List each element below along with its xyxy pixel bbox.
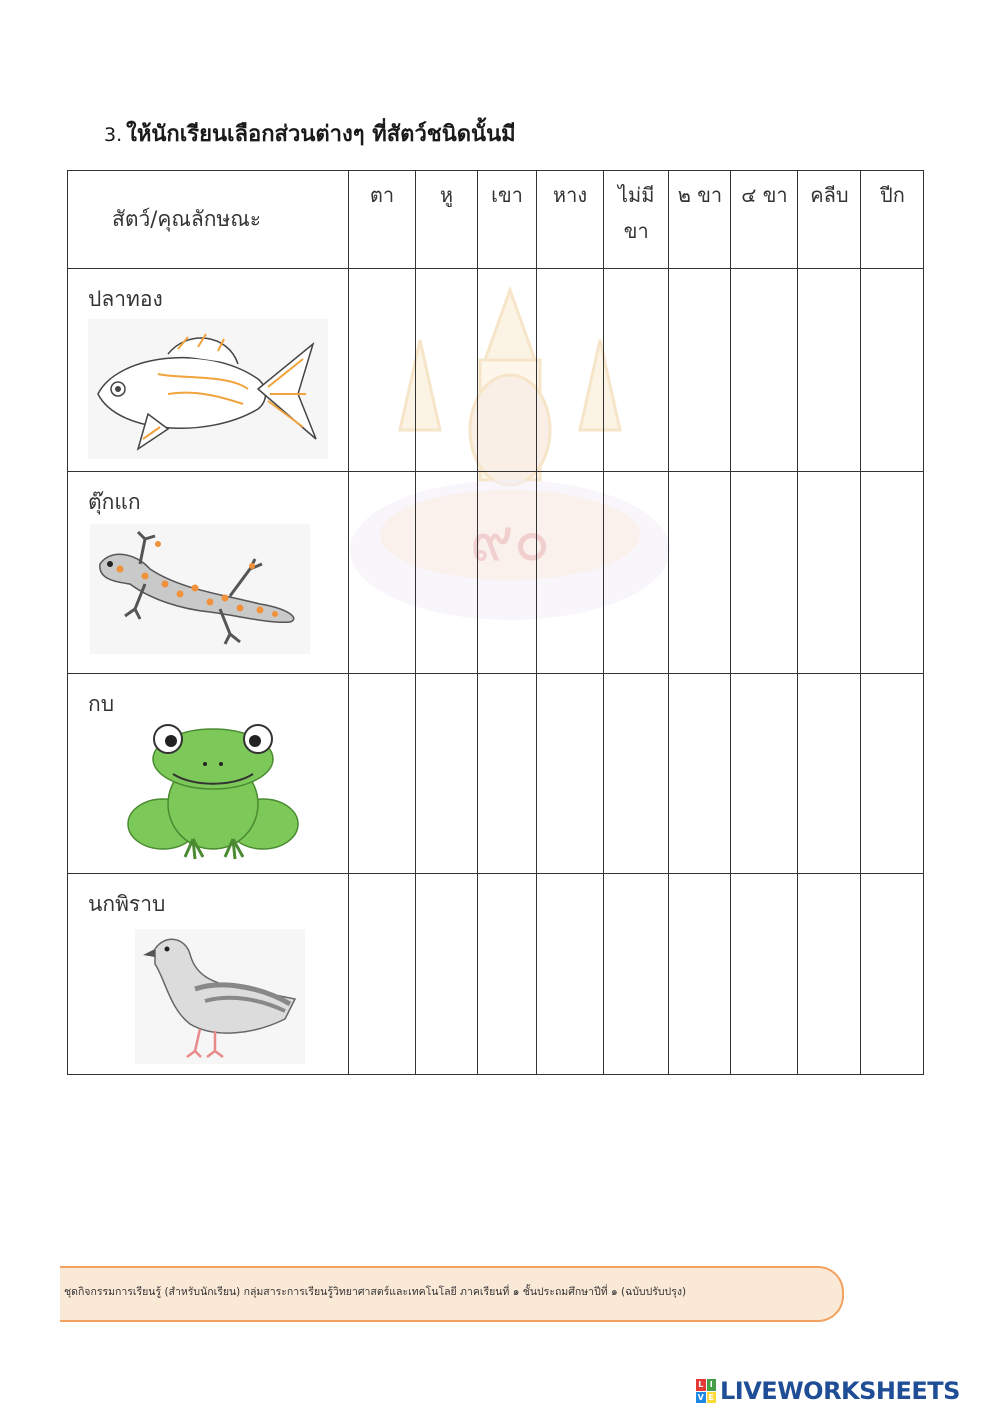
liveworksheets-wordmark: LIVEWORKSHEETS — [720, 1377, 960, 1405]
header-row — [68, 171, 924, 269]
col-header-horn: เขา — [478, 171, 537, 269]
pigeon-icon — [135, 929, 305, 1064]
answer-cell-goldfish-horn[interactable] — [478, 269, 537, 472]
answer-cell-goldfish-no-legs[interactable] — [604, 269, 669, 472]
answer-cell-gecko-no-legs[interactable] — [604, 472, 669, 674]
answer-cell-pigeon-no-legs[interactable] — [604, 874, 669, 1075]
answer-cell-gecko-four-legs[interactable] — [731, 472, 798, 674]
answer-cell-pigeon-eye[interactable] — [349, 874, 416, 1075]
liveworksheets-logo — [696, 1374, 960, 1408]
question-number: 3. — [104, 124, 123, 146]
answer-cell-frog-eye[interactable] — [349, 674, 416, 874]
answer-cell-frog-ear[interactable] — [416, 674, 478, 874]
answer-cell-pigeon-tail[interactable] — [537, 874, 604, 1075]
liveworksheets-badge-icon — [696, 1379, 716, 1403]
badge-letter: E — [707, 1392, 717, 1404]
answer-cell-gecko-horn[interactable] — [478, 472, 537, 674]
frog-icon — [123, 719, 303, 864]
animal-name: นกพิราบ — [88, 892, 166, 916]
goldfish-icon — [88, 319, 328, 459]
answer-cell-goldfish-eye[interactable] — [349, 269, 416, 472]
col-header-wings: ปีก — [861, 171, 924, 269]
question-text: ให้นักเรียนเลือกส่วนต่างๆ ที่สัตว์ชนิดนั้นมี — [126, 122, 516, 147]
answer-cell-pigeon-wings[interactable] — [861, 874, 924, 1075]
svg-text:๙๐: ๙๐ — [469, 505, 551, 575]
col-header-no-legs: ไม่มี ขา — [604, 171, 669, 269]
animal-cell-goldfish — [68, 269, 349, 472]
gecko-icon — [90, 524, 310, 654]
table-row — [68, 269, 924, 472]
animal-features-table — [67, 170, 924, 1075]
worksheet-title — [104, 116, 516, 151]
table-row — [68, 674, 924, 874]
answer-cell-pigeon-fins[interactable] — [798, 874, 861, 1075]
footer-text: ชุดกิจกรรมการเรียนรู้ (สำหรับนักเรียน) กลุ่มสาระการเรียนรู้วิทยาศาสตร์และเทคโนโลยี ภาคเรียนที่ ๑ ชั้นประถมศึกษาปีที่ ๑ (ฉบับปรับปรุง) — [64, 1286, 687, 1298]
answer-cell-gecko-two-legs[interactable] — [669, 472, 731, 674]
answer-cell-gecko-wings[interactable] — [861, 472, 924, 674]
animal-cell-pigeon — [68, 874, 349, 1075]
badge-letter: I — [707, 1379, 717, 1391]
answer-cell-pigeon-two-legs[interactable] — [669, 874, 731, 1075]
answer-cell-goldfish-two-legs[interactable] — [669, 269, 731, 472]
answer-cell-gecko-tail[interactable] — [537, 472, 604, 674]
answer-cell-pigeon-horn[interactable] — [478, 874, 537, 1075]
animal-name: ตุ๊กแก — [88, 490, 141, 514]
table-row — [68, 874, 924, 1075]
answer-cell-pigeon-four-legs[interactable] — [731, 874, 798, 1075]
answer-cell-frog-fins[interactable] — [798, 674, 861, 874]
col-header-fins: คลีบ — [798, 171, 861, 269]
table-row — [68, 472, 924, 674]
answer-cell-goldfish-four-legs[interactable] — [731, 269, 798, 472]
answer-cell-frog-wings[interactable] — [861, 674, 924, 874]
badge-letter: V — [697, 1392, 704, 1402]
badge-letter: L — [696, 1379, 706, 1391]
col-header-ear: หู — [416, 171, 478, 269]
answer-cell-goldfish-ear[interactable] — [416, 269, 478, 472]
col-header-eye: ตา — [349, 171, 416, 269]
answer-cell-goldfish-wings[interactable] — [861, 269, 924, 472]
footer-banner — [60, 1266, 844, 1322]
answer-cell-pigeon-ear[interactable] — [416, 874, 478, 1075]
answer-cell-frog-tail[interactable] — [537, 674, 604, 874]
answer-cell-frog-horn[interactable] — [478, 674, 537, 874]
col-header-tail: หาง — [537, 171, 604, 269]
answer-cell-frog-two-legs[interactable] — [669, 674, 731, 874]
col-header-two-legs: ๒ ขา — [669, 171, 731, 269]
answer-cell-gecko-ear[interactable] — [416, 472, 478, 674]
col-header-four-legs: ๔ ขา — [731, 171, 798, 269]
answer-cell-frog-no-legs[interactable] — [604, 674, 669, 874]
answer-cell-goldfish-fins[interactable] — [798, 269, 861, 472]
animal-cell-gecko — [68, 472, 349, 674]
answer-cell-goldfish-tail[interactable] — [537, 269, 604, 472]
answer-cell-frog-four-legs[interactable] — [731, 674, 798, 874]
animal-cell-frog — [68, 674, 349, 874]
answer-cell-gecko-fins[interactable] — [798, 472, 861, 674]
corner-header: สัตว์/คุณลักษณะ — [68, 171, 349, 269]
answer-cell-gecko-eye[interactable] — [349, 472, 416, 674]
animal-name: ปลาทอง — [88, 287, 163, 311]
animal-name: กบ — [88, 692, 115, 716]
